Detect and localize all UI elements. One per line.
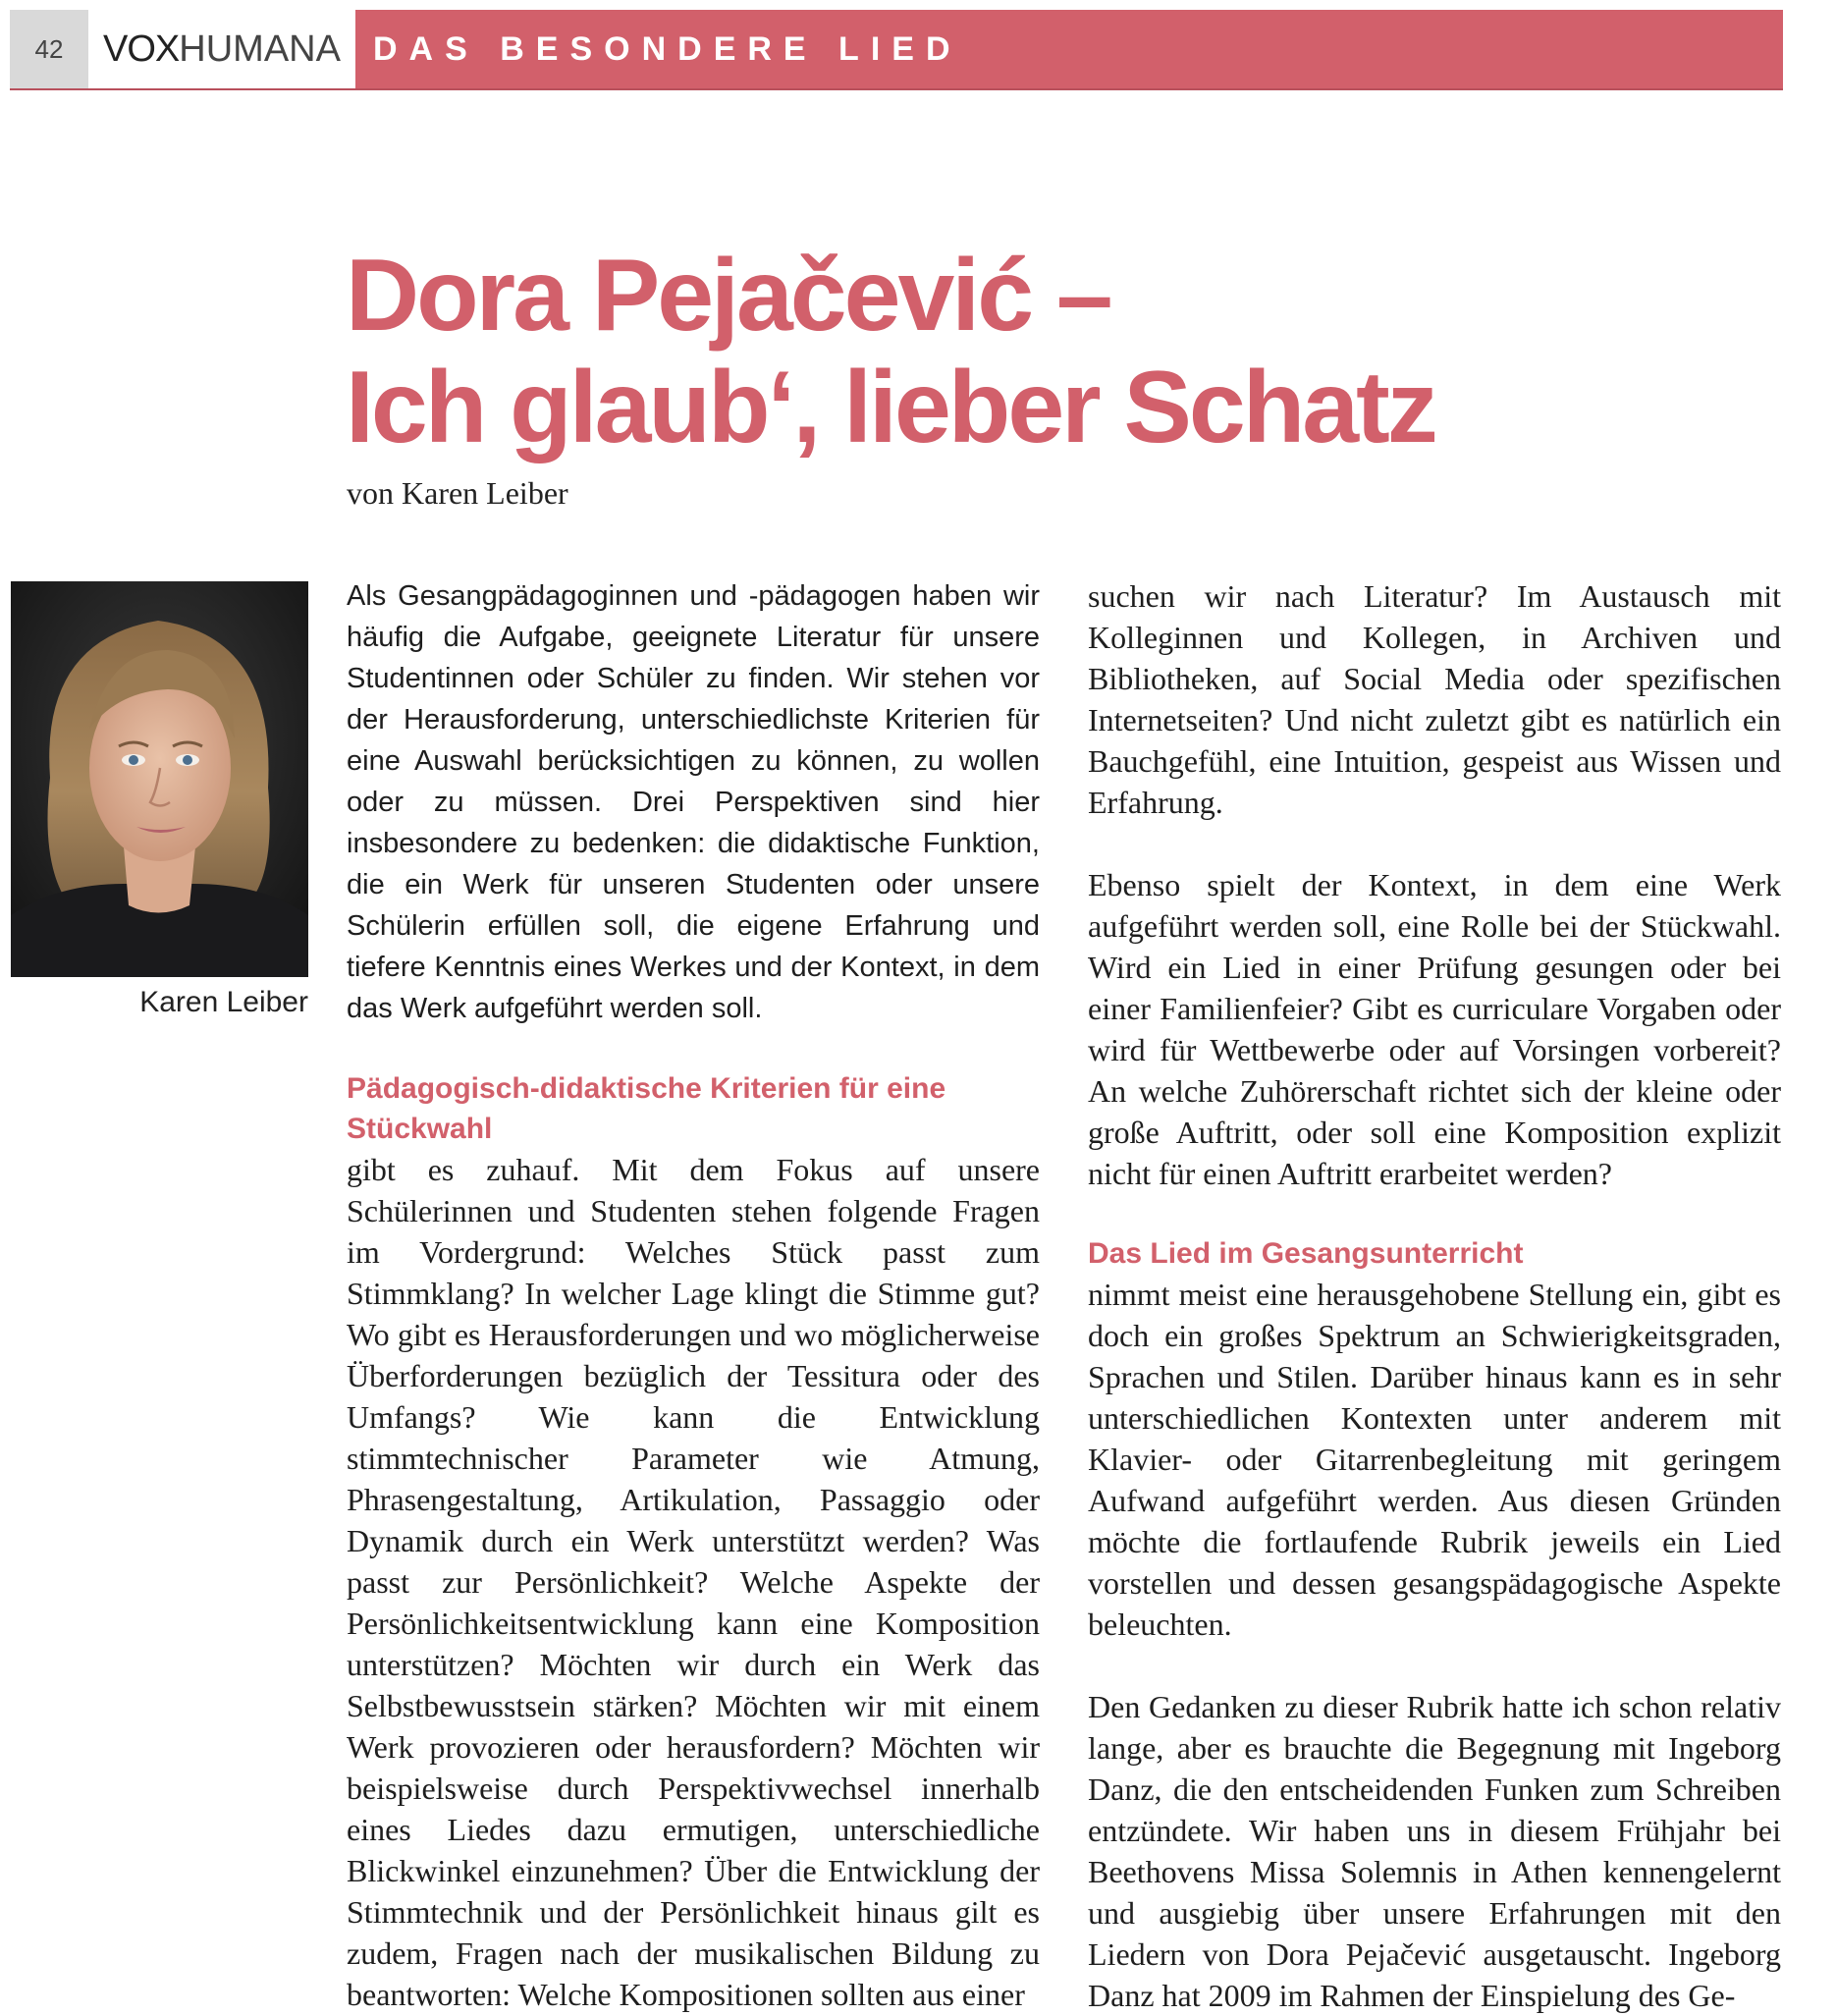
body-paragraph-literature: suchen wir nach Literatur? Im Austausch mit Kolleginnen und Kollegen, in Archiven und Bibliotheken, auf Social Media oder spezifischen Internetseiten? Und nicht zuletzt gibt es natürlich ein Bauchgefühl, eine Intuition, gespeist aus Wissen und Erfahrung. (1088, 578, 1781, 820)
logo-vox: VOX (103, 28, 180, 70)
header-band (10, 10, 1783, 90)
subheading-lied: Das Lied im Gesangsunterricht (1088, 1237, 1524, 1270)
author-portrait (11, 581, 308, 977)
title-line-1: Dora Pejačević – (346, 239, 1110, 353)
right-column (1088, 575, 1781, 2016)
portrait-image (11, 581, 308, 977)
article-title (346, 240, 1720, 463)
section-title: DAS BESONDERE LIED (373, 30, 962, 68)
title-line-2: Ich glaub‘, lieber Schatz (346, 351, 1435, 464)
magazine-logo (88, 10, 355, 88)
page-number: 42 (10, 10, 88, 88)
body-paragraph-rubrik: Den Gedanken zu dieser Rubrik hatte ich schon relativ lange, aber es brauchte die Begegnung mit Ingeborg Danz, die den entscheidenden Funken zum Schreiben entzündete. Wir haben uns in diesem Frühjahr bei Beethovens Missa Solemnis in Athen kennengelernt und ausgiebig über unsere Erfahrungen mit den Liedern von Dora Pejačević ausgetauscht. Ingeborg Danz hat 2009 im Rahmen der Einspielung des Ge- (1088, 1689, 1781, 2013)
byline: von Karen Leiber (347, 475, 568, 511)
portrait-caption: Karen Leiber (139, 986, 308, 1018)
body-paragraph-criteria: gibt es zuhauf. Mit dem Fokus auf unsere Schülerinnen und Studenten stehen folgende Fragen im Vordergrund: Welches Stück passt zum Stimmklang? In welcher Lage klingt die Stimme gut? Wo gibt es Herausforderungen und wo möglicherweise Überforderungen bezüglich der Tessitura oder des Umfangs? Wie kann die Entwicklung stimmtechnischer Parameter wie Atmung, Phrasengestaltung, Artikulation, Passaggio oder Dynamik durch ein Werk unterstützt werden? Was passt zur Persönlichkeit? Welche Aspekte der Persönlichkeitsentwicklung kann eine Komposition unterstützen? Möchten wir durch ein Werk das Selbstbewusstsein stärken? Möchten wir mit einem Werk provozieren oder herausfordern? Möchten wir beispielsweise durch Perspektivwechsel innerhalb eines Liedes dazu ermutigen, unterschiedliche Blickwinkel einzunehmen? Über die Entwicklung der Stimmtechnik und der Persönlichkeit hinaus gilt es zudem, Fragen nach der musikalischen Bildung zu beantworten: Welche Kompositionen sollten aus einer (347, 1152, 1040, 2012)
subheading-criteria: Pädagogisch-didaktische Kriterien für eine Stückwahl (347, 1072, 946, 1145)
logo-humana: HUMANA (179, 28, 341, 70)
body-paragraph-lied: nimmt meist eine herausgehobene Stellung ein, gibt es doch ein großes Spektrum an Schwierigkeitsgraden, Sprachen und Stilen. Darüber hinaus kann es in sehr unterschiedlichen Kontexten unter anderem mit Klavier- oder Gitarrenbegleitung mit geringem Aufwand aufgeführt werden. Aus diesen Gründen möchte die fortlaufende Rubrik jeweils ein Lied vorstellen und dessen gesangspädagogische Aspekte beleuchten. (1088, 1277, 1781, 1642)
body-paragraph-context: Ebenso spielt der Kontext, in dem eine Werk aufgeführt werden soll, eine Rolle bei der Stückwahl. Wird ein Lied in einer Prüfung gesungen oder bei einer Familienfeier? Gibt es curriculare Vorgaben oder wird für Wettbewerbe oder auf Vorsingen vorbereit? An welche Zuhörerschaft richtet sich der kleine oder große Auftritt, oder soll eine Komposition explizit nicht für einen Auftritt erarbeitet werden? (1088, 867, 1781, 1191)
left-column (347, 575, 1040, 2015)
intro-paragraph: Als Gesangpädagoginnen und -pädagogen haben wir häufig die Aufgabe, geeignete Literatur für unsere Studentinnen oder Schüler zu finden. Wir stehen vor der Herausforderung, unterschiedlichste Kriterien für eine Auswahl berücksichtigen zu können, zu wollen oder zu müssen. Drei Perspektiven sind hier insbesondere zu bedenken: die didaktische Funktion, die ein Werk für unseren Studenten oder unsere Schülerin erfüllen soll, die eigene Erfahrung und tiefere Kenntnis eines Werkes und der Kontext, in dem das Werk aufgeführt werden soll. (347, 580, 1040, 1024)
